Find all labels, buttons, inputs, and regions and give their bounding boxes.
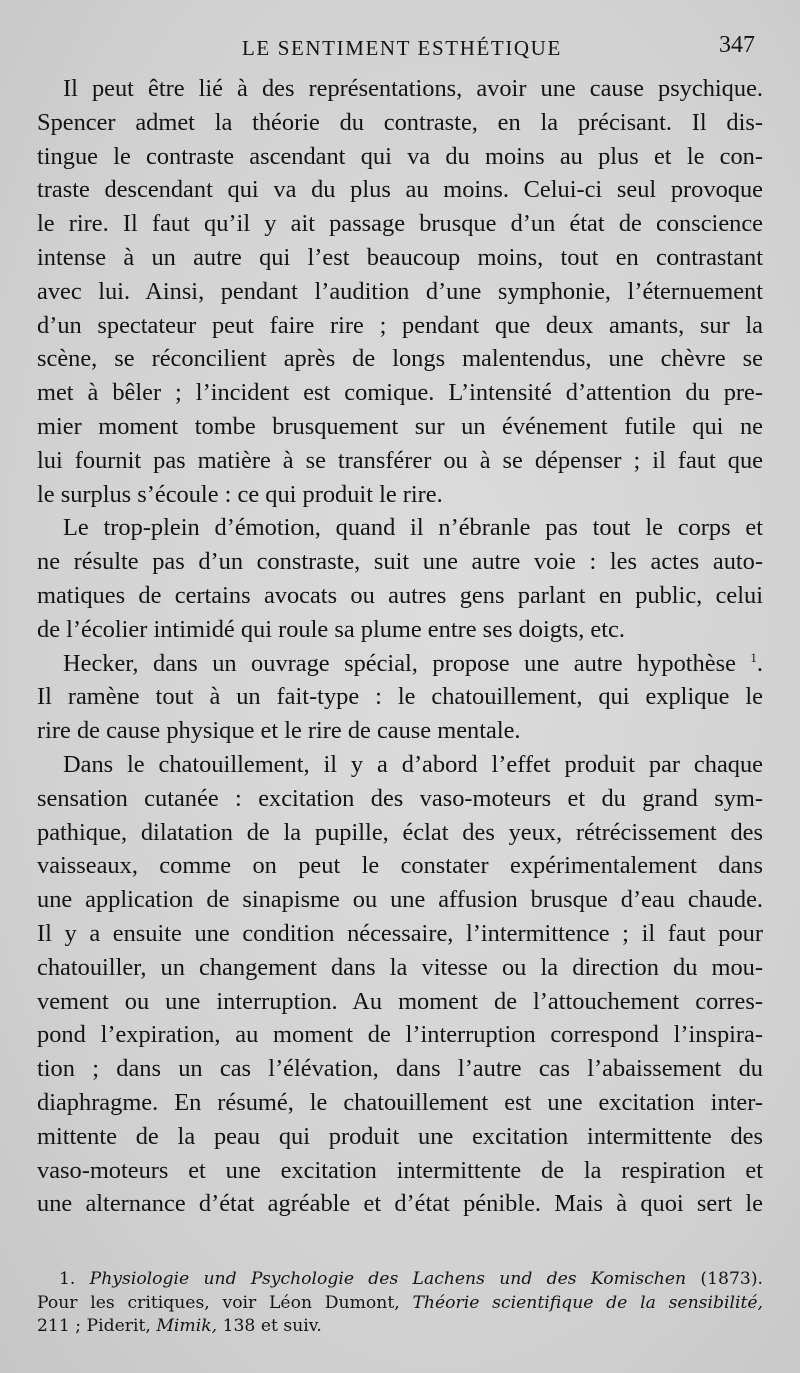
text-line: vaisseaux, comme on peut le constater expérimentalement dans bbox=[37, 852, 763, 880]
text-line: rire de cause physique et le rire de cause mentale. bbox=[37, 717, 521, 745]
text-line: mier moment tombe brusquement sur un événement futile qui ne bbox=[37, 412, 763, 440]
text-line: Dans le chatouillement, il y a d’abord l’effet produit par chaque bbox=[63, 750, 763, 778]
text-line: vaso-moteurs et une excitation intermittente de la respiration et bbox=[37, 1156, 763, 1184]
text-line: pathique, dilatation de la pupille, éclat des yeux, rétrécissement des bbox=[37, 818, 763, 846]
text-line: traste descendant qui va du plus au moins. Celui-ci seul provoque bbox=[37, 176, 763, 204]
footnote-year: (1873). bbox=[700, 1269, 764, 1289]
text-line: avec lui. Ainsi, pendant l’audition d’une symphonie, l’éternuement bbox=[37, 277, 763, 305]
text-line: matiques de certains avocats ou autres gens parlant en public, celui bbox=[37, 581, 763, 609]
text-line: scène, se réconcilient après de longs malentendus, une chèvre se bbox=[37, 345, 763, 373]
text-line: tion ; dans un cas l’élévation, dans l’autre cas l’abaissement du bbox=[37, 1055, 763, 1083]
footnote-work-title: Mimik, bbox=[156, 1316, 218, 1336]
footnote-work-title: Théorie scientifique de la sensibilité, bbox=[412, 1292, 763, 1313]
text-line: diaphragme. En résumé, le chatouillement est une excitation inter- bbox=[37, 1088, 763, 1116]
footnote-text: 211 ; Piderit, bbox=[37, 1316, 151, 1336]
text-line: met à bêler ; l’incident est comique. L’intensité d’attention du pre- bbox=[37, 379, 763, 407]
page-header bbox=[37, 30, 755, 64]
text-line: pond l’expiration, au moment de l’interruption correspond l’inspira- bbox=[37, 1021, 763, 1049]
text-line: Le trop-plein d’émotion, quand il n’ébranle pas tout le corps et bbox=[63, 514, 763, 542]
running-title: LE SENTIMENT ESTHÉTIQUE bbox=[242, 36, 562, 60]
text-line: Il peut être lié à des représentations, avoir une cause psychique. bbox=[63, 75, 763, 102]
text-line: le surplus s’écoule : ce qui produit le rire. bbox=[37, 480, 443, 508]
text-line: tingue le contraste ascendant qui va du moins au plus et le con- bbox=[37, 142, 763, 170]
paragraph bbox=[37, 72, 763, 511]
text-line: une application de sinapisme ou une affusion brusque d’eau chaude. bbox=[37, 886, 763, 914]
text-line: une alternance d’état agréable et d’état pénible. Mais à quoi sert le bbox=[37, 1190, 763, 1218]
text-segment: Hecker, dans un ouvrage spécial, propose une autre hypothèse bbox=[63, 649, 736, 677]
text-line: d’un spectateur peut faire rire ; pendant que deux amants, sur la bbox=[37, 311, 763, 339]
footnote-line bbox=[37, 1292, 763, 1316]
text-line: ne résulte pas d’un constraste, suit une autre voie : les actes auto- bbox=[37, 548, 763, 576]
page-number: 347 bbox=[719, 32, 755, 58]
text-line: Il ramène tout à un fait-type : le chatouillement, qui explique le bbox=[37, 683, 763, 711]
footnotes bbox=[37, 1268, 763, 1339]
text-line: mittente de la peau qui produit une excitation intermittente des bbox=[37, 1122, 763, 1150]
body-text bbox=[37, 72, 763, 1221]
text-line: sensation cutanée : excitation des vaso-moteurs et du grand sym- bbox=[37, 784, 763, 812]
footnote-work-title: Physiologie und Psychologie des Lachens und des Komischen bbox=[89, 1269, 687, 1289]
punctuation: . bbox=[756, 649, 763, 677]
text-line bbox=[37, 647, 763, 681]
text-line: intense à un autre qui l’est beaucoup moins, tout en contrastant bbox=[37, 243, 763, 271]
text-line: vement ou une interruption. Au moment de l’attouchement corres- bbox=[37, 987, 763, 1015]
paragraph bbox=[37, 748, 763, 1221]
text-line: le rire. Il faut qu’il y ait passage brusque d’un état de conscience bbox=[37, 210, 763, 238]
text-line: Il y a ensuite une condition nécessaire, l’intermittence ; il faut pour bbox=[37, 919, 763, 947]
paragraph bbox=[37, 647, 763, 748]
paragraph bbox=[37, 511, 763, 646]
footnote-number: 1. bbox=[59, 1269, 76, 1289]
text-line: de l’écolier intimidé qui roule sa plume entre ses doigts, etc. bbox=[37, 615, 625, 643]
footnote-text: Pour les critiques, voir Léon Dumont, bbox=[37, 1292, 400, 1313]
footnote-reference[interactable]: 1 bbox=[750, 649, 757, 665]
footnote-text: 138 et suiv. bbox=[222, 1316, 322, 1336]
text-line: Spencer admet la théorie du contraste, en la précisant. Il dis- bbox=[37, 108, 763, 136]
text-line: chatouiller, un changement dans la vitesse ou la direction du mou- bbox=[37, 953, 763, 981]
footnote-line bbox=[37, 1268, 763, 1292]
footnote-line bbox=[37, 1315, 763, 1339]
text-line: lui fournit pas matière à se transférer ou à se dépenser ; il faut que bbox=[37, 446, 763, 474]
